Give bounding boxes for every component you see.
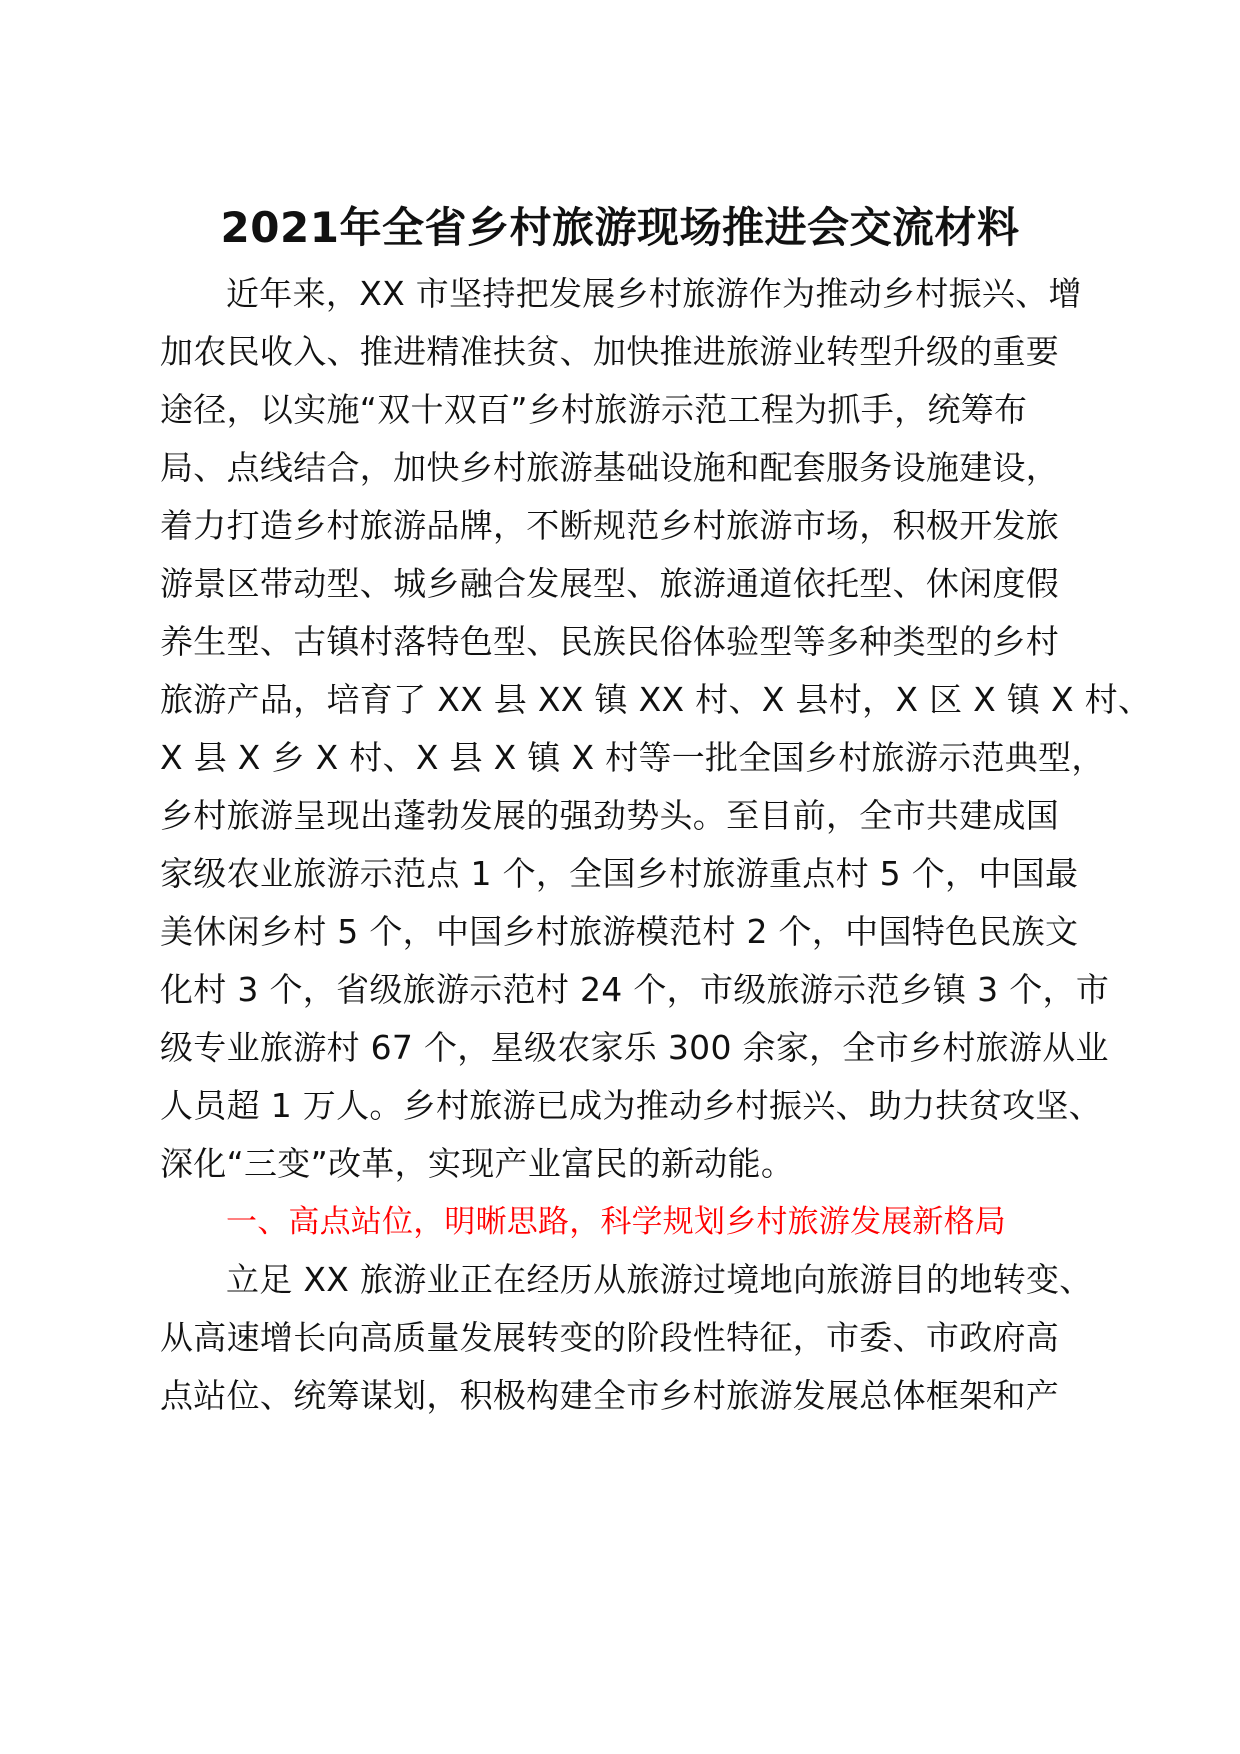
paragraph-line: 旅游产品，培育了 XX 县 XX 镇 XX 村、X 县村，X 区 X 镇 X 村、 xyxy=(160,680,1152,719)
paragraph-line: 着力打造乡村旅游品牌，不断规范乡村旅游市场，积极开发旅 xyxy=(160,506,1060,545)
paragraph-line: 局、点线结合，加快乡村旅游基础设施和配套服务设施建设， xyxy=(160,448,1060,487)
paragraph-line: 点站位、统筹谋划，积极构建全市乡村旅游发展总体框架和产 xyxy=(160,1376,1060,1415)
paragraph-line: 从高速增长向高质量发展转变的阶段性特征，市委、市政府高 xyxy=(160,1318,1060,1357)
paragraph-line: 化村 3 个，省级旅游示范村 24 个，市级旅游示范乡镇 3 个，市 xyxy=(160,970,1110,1009)
paragraph-line: 人员超 1 万人。乡村旅游已成为推动乡村振兴、助力扶贫攻坚、 xyxy=(160,1086,1102,1125)
paragraph-line: 途径，以实施“双十双百”乡村旅游示范工程为抓手，统筹布 xyxy=(160,390,1028,429)
document-title: 2021年全省乡村旅游现场推进会交流材料 xyxy=(220,203,1020,252)
paragraph-line: 深化“三变”改革，实现产业富民的新动能。 xyxy=(160,1144,795,1183)
paragraph-line: 加农民收入、推进精准扶贫、加快推进旅游业转型升级的重要 xyxy=(160,332,1060,371)
paragraph-line: 家级农业旅游示范点 1 个，全国乡村旅游重点村 5 个，中国最 xyxy=(160,854,1079,893)
paragraph-line: X 县 X 乡 X 村、X 县 X 镇 X 村等一批全国乡村旅游示范典型， xyxy=(160,738,1105,777)
paragraph-line: 近年来，XX 市坚持把发展乡村旅游作为推动乡村振兴、增 xyxy=(226,274,1082,313)
section-heading: 一、高点站位，明晰思路，科学规划乡村旅游发展新格局 xyxy=(226,1204,1006,1240)
paragraph-line: 立足 XX 旅游业正在经历从旅游过境地向旅游目的地转变、 xyxy=(226,1260,1093,1299)
paragraph-line: 乡村旅游呈现出蓬勃发展的强劲势头。至目前，全市共建成国 xyxy=(160,796,1060,835)
paragraph-line: 养生型、古镇村落特色型、民族民俗体验型等多种类型的乡村 xyxy=(160,622,1060,661)
paragraph-line: 级专业旅游村 67 个，星级农家乐 300 余家，全市乡村旅游从业 xyxy=(160,1028,1109,1067)
paragraph-line: 游景区带动型、城乡融合发展型、旅游通道依托型、休闲度假 xyxy=(160,564,1060,603)
paragraph-line: 美休闲乡村 5 个，中国乡村旅游模范村 2 个，中国特色民族文 xyxy=(160,912,1079,951)
